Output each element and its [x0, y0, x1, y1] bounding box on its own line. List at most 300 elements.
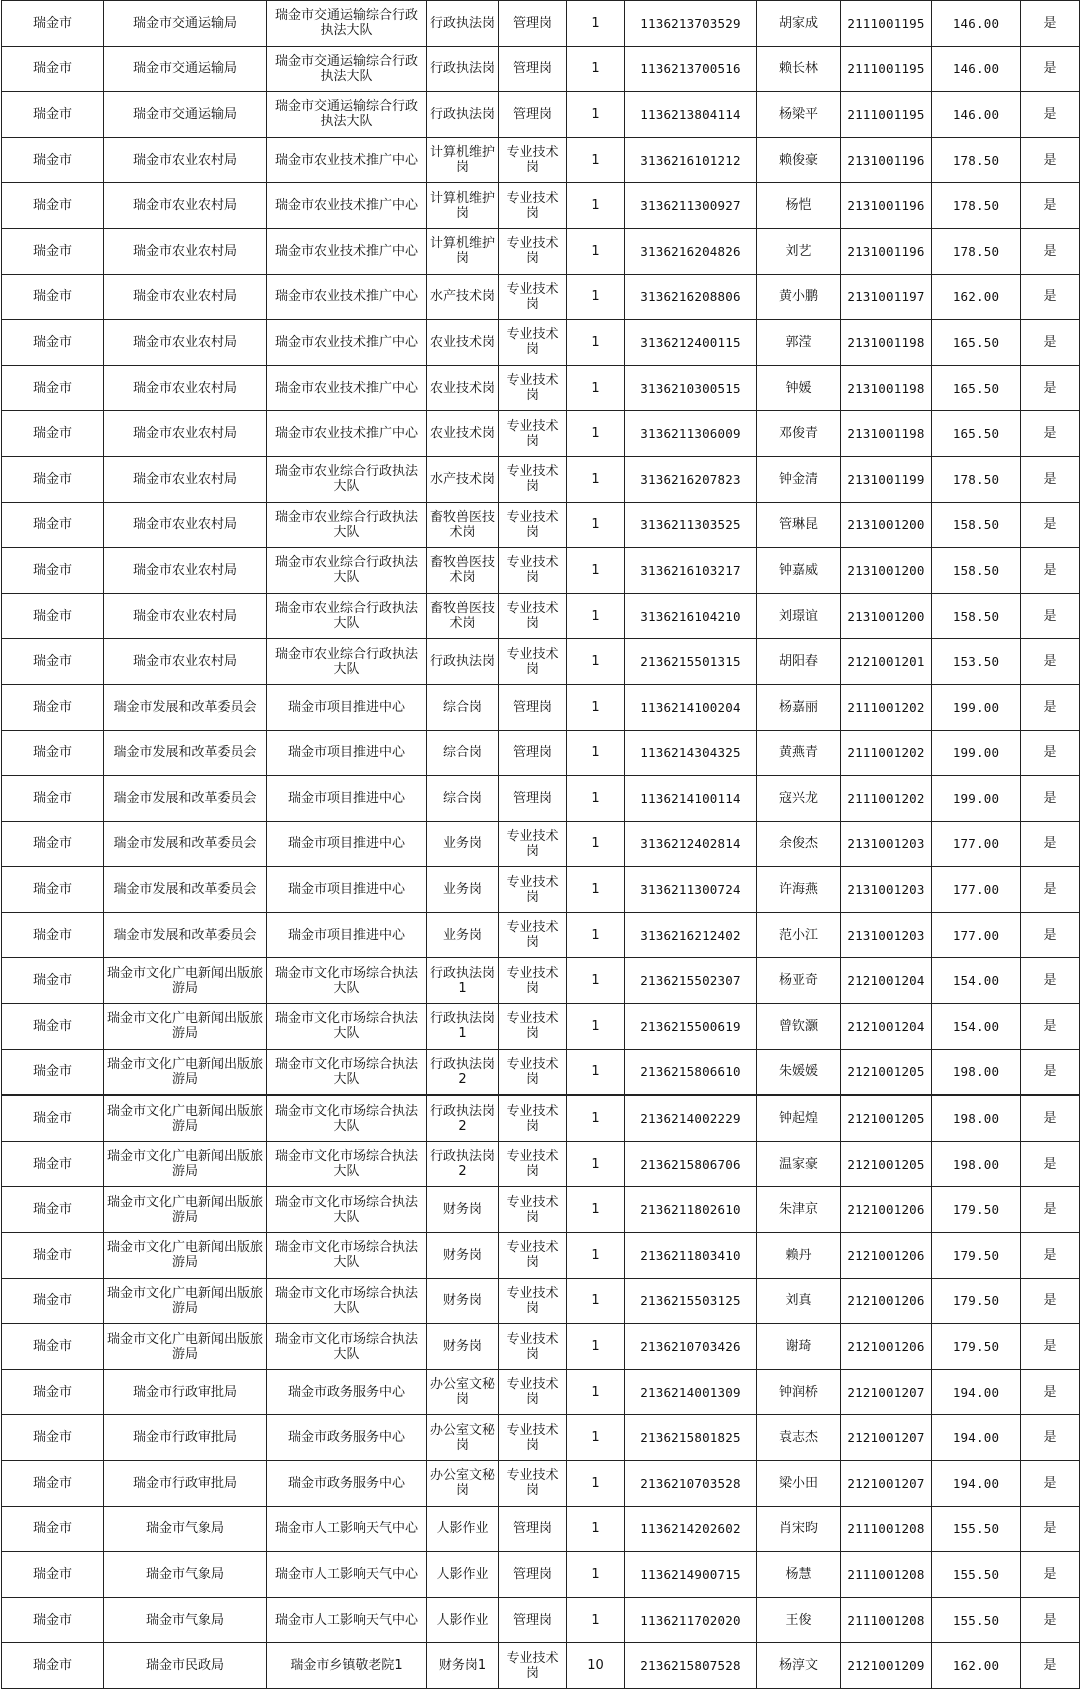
position-type-cell: 专业技术岗 — [499, 1461, 567, 1507]
exam-id-cell: 1136213703529 — [625, 1, 757, 47]
position-type-cell: 专业技术岗 — [499, 1324, 567, 1370]
unit-cell: 瑞金市文化市场综合执法大队 — [267, 1233, 427, 1279]
quota-cell: 10 — [567, 1643, 625, 1689]
position-type-cell: 专业技术岗 — [499, 1141, 567, 1187]
department-cell: 瑞金市气象局 — [104, 1506, 267, 1552]
region-cell: 瑞金市 — [2, 1049, 104, 1095]
position-code-cell: 2121001205 — [841, 1141, 932, 1187]
score-cell: 155.50 — [932, 1506, 1021, 1552]
name-cell: 曾钦灏 — [757, 1004, 841, 1050]
unit-cell: 瑞金市文化市场综合执法大队 — [267, 1004, 427, 1050]
exam-id-cell: 3136211300724 — [625, 867, 757, 913]
name-cell: 黄燕青 — [757, 730, 841, 776]
position-code-cell: 2121001206 — [841, 1187, 932, 1233]
unit-cell: 瑞金市文化市场综合执法大队 — [267, 1095, 427, 1141]
position-code-cell: 2131001200 — [841, 593, 932, 639]
position-cell: 办公室文秘岗 — [427, 1415, 499, 1461]
department-cell: 瑞金市文化广电新闻出版旅游局 — [104, 1095, 267, 1141]
region-cell: 瑞金市 — [2, 1506, 104, 1552]
position-cell: 农业技术岗 — [427, 320, 499, 366]
score-cell: 155.50 — [932, 1597, 1021, 1643]
table-row — [2, 365, 1080, 411]
name-cell: 刘真 — [757, 1278, 841, 1324]
region-cell: 瑞金市 — [2, 365, 104, 411]
table-row — [2, 958, 1080, 1004]
department-cell: 瑞金市文化广电新闻出版旅游局 — [104, 1004, 267, 1050]
position-code-cell: 2111001195 — [841, 46, 932, 92]
table-row — [2, 502, 1080, 548]
score-cell: 146.00 — [932, 46, 1021, 92]
unit-cell: 瑞金市交通运输综合行政执法大队 — [267, 46, 427, 92]
position-type-cell: 专业技术岗 — [499, 1233, 567, 1279]
department-cell: 瑞金市文化广电新闻出版旅游局 — [104, 1141, 267, 1187]
region-cell: 瑞金市 — [2, 1643, 104, 1689]
region-cell: 瑞金市 — [2, 456, 104, 502]
position-cell: 畜牧兽医技术岗 — [427, 548, 499, 594]
quota-cell: 1 — [567, 821, 625, 867]
exam-id-cell: 2136215501315 — [625, 639, 757, 685]
score-cell: 162.00 — [932, 274, 1021, 320]
name-cell: 温家豪 — [757, 1141, 841, 1187]
position-type-cell: 管理岗 — [499, 46, 567, 92]
position-cell: 行政执法岗 — [427, 46, 499, 92]
quota-cell: 1 — [567, 548, 625, 594]
interview-flag-cell: 是 — [1021, 92, 1080, 138]
exam-id-cell: 3136216207823 — [625, 456, 757, 502]
region-cell: 瑞金市 — [2, 228, 104, 274]
unit-cell: 瑞金市交通运输综合行政执法大队 — [267, 1, 427, 47]
position-type-cell: 专业技术岗 — [499, 1095, 567, 1141]
interview-flag-cell: 是 — [1021, 411, 1080, 457]
position-code-cell: 2131001197 — [841, 274, 932, 320]
interview-flag-cell: 是 — [1021, 639, 1080, 685]
exam-id-cell: 1136214202602 — [625, 1506, 757, 1552]
name-cell: 钟嘉威 — [757, 548, 841, 594]
exam-id-cell: 3136216204826 — [625, 228, 757, 274]
position-cell: 行政执法岗1 — [427, 1004, 499, 1050]
score-cell: 158.50 — [932, 502, 1021, 548]
name-cell: 胡家成 — [757, 1, 841, 47]
position-cell: 业务岗 — [427, 867, 499, 913]
unit-cell: 瑞金市农业综合行政执法大队 — [267, 502, 427, 548]
table-row — [2, 274, 1080, 320]
unit-cell: 瑞金市农业技术推广中心 — [267, 183, 427, 229]
region-cell: 瑞金市 — [2, 821, 104, 867]
position-type-cell: 专业技术岗 — [499, 912, 567, 958]
interview-flag-cell: 是 — [1021, 1506, 1080, 1552]
exam-id-cell: 1136213804114 — [625, 92, 757, 138]
unit-cell: 瑞金市农业综合行政执法大队 — [267, 593, 427, 639]
position-cell: 农业技术岗 — [427, 411, 499, 457]
quota-cell: 1 — [567, 1141, 625, 1187]
position-type-cell: 管理岗 — [499, 1506, 567, 1552]
position-cell: 水产技术岗 — [427, 274, 499, 320]
table-row — [2, 593, 1080, 639]
position-cell: 行政执法岗2 — [427, 1049, 499, 1095]
position-cell: 计算机维护岗 — [427, 183, 499, 229]
position-cell: 水产技术岗 — [427, 456, 499, 502]
table-row — [2, 411, 1080, 457]
interview-flag-cell: 是 — [1021, 912, 1080, 958]
position-code-cell: 2131001196 — [841, 228, 932, 274]
exam-id-cell: 1136214100114 — [625, 776, 757, 822]
position-code-cell: 2111001195 — [841, 92, 932, 138]
position-cell: 业务岗 — [427, 912, 499, 958]
interview-flag-cell: 是 — [1021, 365, 1080, 411]
name-cell: 郭滢 — [757, 320, 841, 366]
table-row — [2, 1552, 1080, 1598]
unit-cell: 瑞金市项目推进中心 — [267, 912, 427, 958]
quota-cell: 1 — [567, 1369, 625, 1415]
name-cell: 杨亚奇 — [757, 958, 841, 1004]
position-code-cell: 2131001198 — [841, 320, 932, 366]
position-type-cell: 管理岗 — [499, 92, 567, 138]
department-cell: 瑞金市农业农村局 — [104, 365, 267, 411]
position-type-cell: 专业技术岗 — [499, 502, 567, 548]
position-code-cell: 2131001196 — [841, 183, 932, 229]
interview-flag-cell: 是 — [1021, 1278, 1080, 1324]
position-cell: 人影作业 — [427, 1597, 499, 1643]
unit-cell: 瑞金市农业综合行政执法大队 — [267, 456, 427, 502]
department-cell: 瑞金市交通运输局 — [104, 46, 267, 92]
position-type-cell: 专业技术岗 — [499, 365, 567, 411]
department-cell: 瑞金市发展和改革委员会 — [104, 821, 267, 867]
position-cell: 行政执法岗 — [427, 1, 499, 47]
department-cell: 瑞金市文化广电新闻出版旅游局 — [104, 958, 267, 1004]
position-cell: 畜牧兽医技术岗 — [427, 502, 499, 548]
quota-cell: 1 — [567, 1324, 625, 1370]
interview-flag-cell: 是 — [1021, 1187, 1080, 1233]
table-row — [2, 1415, 1080, 1461]
region-cell: 瑞金市 — [2, 1, 104, 47]
position-cell: 计算机维护岗 — [427, 228, 499, 274]
quota-cell: 1 — [567, 92, 625, 138]
position-cell: 畜牧兽医技术岗 — [427, 593, 499, 639]
table-row — [2, 730, 1080, 776]
table-row — [2, 821, 1080, 867]
quota-cell: 1 — [567, 411, 625, 457]
position-cell: 行政执法岗 — [427, 92, 499, 138]
table-row — [2, 912, 1080, 958]
table-row — [2, 639, 1080, 685]
unit-cell: 瑞金市文化市场综合执法大队 — [267, 1141, 427, 1187]
exam-id-cell: 3136216208806 — [625, 274, 757, 320]
table-row — [2, 1233, 1080, 1279]
quota-cell: 1 — [567, 958, 625, 1004]
position-type-cell: 管理岗 — [499, 1552, 567, 1598]
region-cell: 瑞金市 — [2, 639, 104, 685]
table-row — [2, 867, 1080, 913]
score-cell: 146.00 — [932, 92, 1021, 138]
position-code-cell: 2131001198 — [841, 411, 932, 457]
interview-flag-cell: 是 — [1021, 1461, 1080, 1507]
interview-flag-cell: 是 — [1021, 821, 1080, 867]
department-cell: 瑞金市气象局 — [104, 1597, 267, 1643]
region-cell: 瑞金市 — [2, 867, 104, 913]
unit-cell: 瑞金市农业技术推广中心 — [267, 411, 427, 457]
region-cell: 瑞金市 — [2, 1187, 104, 1233]
interview-flag-cell: 是 — [1021, 776, 1080, 822]
position-code-cell: 2111001208 — [841, 1506, 932, 1552]
department-cell: 瑞金市农业农村局 — [104, 593, 267, 639]
interview-flag-cell: 是 — [1021, 1552, 1080, 1598]
region-cell: 瑞金市 — [2, 912, 104, 958]
table-row — [2, 1506, 1080, 1552]
unit-cell: 瑞金市政务服务中心 — [267, 1461, 427, 1507]
exam-id-cell: 2136215806706 — [625, 1141, 757, 1187]
position-type-cell: 专业技术岗 — [499, 137, 567, 183]
position-code-cell: 2121001206 — [841, 1233, 932, 1279]
quota-cell: 1 — [567, 320, 625, 366]
position-type-cell: 专业技术岗 — [499, 1369, 567, 1415]
table-row — [2, 684, 1080, 730]
exam-id-cell: 1136214100204 — [625, 684, 757, 730]
exam-id-cell: 3136210300515 — [625, 365, 757, 411]
region-cell: 瑞金市 — [2, 92, 104, 138]
name-cell: 管琳昆 — [757, 502, 841, 548]
position-cell: 办公室文秘岗 — [427, 1369, 499, 1415]
position-code-cell: 2121001204 — [841, 1004, 932, 1050]
position-code-cell: 2121001205 — [841, 1095, 932, 1141]
department-cell: 瑞金市农业农村局 — [104, 548, 267, 594]
department-cell: 瑞金市农业农村局 — [104, 137, 267, 183]
unit-cell: 瑞金市人工影响天气中心 — [267, 1552, 427, 1598]
department-cell: 瑞金市行政审批局 — [104, 1369, 267, 1415]
unit-cell: 瑞金市文化市场综合执法大队 — [267, 1324, 427, 1370]
table-row — [2, 776, 1080, 822]
score-cell: 178.50 — [932, 456, 1021, 502]
name-cell: 赖长林 — [757, 46, 841, 92]
region-cell: 瑞金市 — [2, 1004, 104, 1050]
score-cell: 165.50 — [932, 411, 1021, 457]
position-type-cell: 专业技术岗 — [499, 1415, 567, 1461]
quota-cell: 1 — [567, 1597, 625, 1643]
name-cell: 肖宋昀 — [757, 1506, 841, 1552]
position-cell: 财务岗 — [427, 1233, 499, 1279]
quota-cell: 1 — [567, 1095, 625, 1141]
candidate-table — [1, 0, 1080, 1689]
position-type-cell: 专业技术岗 — [499, 320, 567, 366]
position-cell: 综合岗 — [427, 730, 499, 776]
interview-flag-cell: 是 — [1021, 1415, 1080, 1461]
unit-cell: 瑞金市项目推进中心 — [267, 867, 427, 913]
score-cell: 154.00 — [932, 958, 1021, 1004]
name-cell: 范小江 — [757, 912, 841, 958]
quota-cell: 1 — [567, 46, 625, 92]
table-row — [2, 1004, 1080, 1050]
table-row — [2, 46, 1080, 92]
exam-id-cell: 3136216101212 — [625, 137, 757, 183]
name-cell: 刘艺 — [757, 228, 841, 274]
exam-id-cell: 3136212400115 — [625, 320, 757, 366]
position-cell: 综合岗 — [427, 776, 499, 822]
exam-id-cell: 3136216212402 — [625, 912, 757, 958]
region-cell: 瑞金市 — [2, 411, 104, 457]
interview-flag-cell: 是 — [1021, 456, 1080, 502]
quota-cell: 1 — [567, 776, 625, 822]
exam-id-cell: 2136215500619 — [625, 1004, 757, 1050]
score-cell: 154.00 — [932, 1004, 1021, 1050]
score-cell: 199.00 — [932, 730, 1021, 776]
position-cell: 业务岗 — [427, 821, 499, 867]
table-row — [2, 1141, 1080, 1187]
exam-id-cell: 2136214002229 — [625, 1095, 757, 1141]
position-code-cell: 2121001204 — [841, 958, 932, 1004]
quota-cell: 1 — [567, 867, 625, 913]
interview-flag-cell: 是 — [1021, 684, 1080, 730]
name-cell: 朱津京 — [757, 1187, 841, 1233]
exam-id-cell: 2136210703426 — [625, 1324, 757, 1370]
unit-cell: 瑞金市农业综合行政执法大队 — [267, 639, 427, 685]
unit-cell: 瑞金市项目推进中心 — [267, 684, 427, 730]
name-cell: 黄小鹏 — [757, 274, 841, 320]
position-code-cell: 2111001195 — [841, 1, 932, 47]
score-cell: 177.00 — [932, 867, 1021, 913]
position-type-cell: 管理岗 — [499, 684, 567, 730]
position-type-cell: 专业技术岗 — [499, 639, 567, 685]
name-cell: 胡阳春 — [757, 639, 841, 685]
position-code-cell: 2121001207 — [841, 1461, 932, 1507]
quota-cell: 1 — [567, 1552, 625, 1598]
score-cell: 198.00 — [932, 1095, 1021, 1141]
position-cell: 综合岗 — [427, 684, 499, 730]
department-cell: 瑞金市农业农村局 — [104, 228, 267, 274]
region-cell: 瑞金市 — [2, 274, 104, 320]
exam-id-cell: 3136216103217 — [625, 548, 757, 594]
region-cell: 瑞金市 — [2, 776, 104, 822]
position-code-cell: 2131001198 — [841, 365, 932, 411]
department-cell: 瑞金市农业农村局 — [104, 183, 267, 229]
name-cell: 赖丹 — [757, 1233, 841, 1279]
score-cell: 199.00 — [932, 776, 1021, 822]
score-cell: 198.00 — [932, 1141, 1021, 1187]
exam-id-cell: 1136211702020 — [625, 1597, 757, 1643]
position-type-cell: 专业技术岗 — [499, 456, 567, 502]
interview-flag-cell: 是 — [1021, 320, 1080, 366]
quota-cell: 1 — [567, 1415, 625, 1461]
name-cell: 梁小田 — [757, 1461, 841, 1507]
score-cell: 158.50 — [932, 548, 1021, 594]
interview-flag-cell: 是 — [1021, 867, 1080, 913]
table-row — [2, 183, 1080, 229]
interview-flag-cell: 是 — [1021, 274, 1080, 320]
department-cell: 瑞金市发展和改革委员会 — [104, 776, 267, 822]
position-code-cell: 2131001200 — [841, 502, 932, 548]
score-cell: 194.00 — [932, 1415, 1021, 1461]
position-type-cell: 专业技术岗 — [499, 1049, 567, 1095]
unit-cell: 瑞金市政务服务中心 — [267, 1369, 427, 1415]
name-cell: 钟起煌 — [757, 1095, 841, 1141]
interview-flag-cell: 是 — [1021, 593, 1080, 639]
table-row — [2, 1095, 1080, 1141]
score-cell: 199.00 — [932, 684, 1021, 730]
quota-cell: 1 — [567, 1, 625, 47]
position-code-cell: 2121001201 — [841, 639, 932, 685]
interview-flag-cell: 是 — [1021, 548, 1080, 594]
region-cell: 瑞金市 — [2, 958, 104, 1004]
quota-cell: 1 — [567, 502, 625, 548]
exam-id-cell: 2136215806610 — [625, 1049, 757, 1095]
position-type-cell: 专业技术岗 — [499, 1643, 567, 1689]
score-cell: 165.50 — [932, 365, 1021, 411]
score-cell: 198.00 — [932, 1049, 1021, 1095]
region-cell: 瑞金市 — [2, 1324, 104, 1370]
department-cell: 瑞金市文化广电新闻出版旅游局 — [104, 1187, 267, 1233]
region-cell: 瑞金市 — [2, 548, 104, 594]
position-cell: 财务岗1 — [427, 1643, 499, 1689]
quota-cell: 1 — [567, 593, 625, 639]
position-code-cell: 2121001207 — [841, 1415, 932, 1461]
score-cell: 178.50 — [932, 137, 1021, 183]
position-cell: 人影作业 — [427, 1506, 499, 1552]
position-code-cell: 2111001202 — [841, 776, 932, 822]
interview-flag-cell: 是 — [1021, 1643, 1080, 1689]
score-cell: 165.50 — [932, 320, 1021, 366]
position-cell: 人影作业 — [427, 1552, 499, 1598]
position-type-cell: 管理岗 — [499, 730, 567, 776]
interview-flag-cell: 是 — [1021, 730, 1080, 776]
region-cell: 瑞金市 — [2, 1233, 104, 1279]
name-cell: 杨淳文 — [757, 1643, 841, 1689]
score-cell: 194.00 — [932, 1461, 1021, 1507]
unit-cell: 瑞金市农业技术推广中心 — [267, 274, 427, 320]
unit-cell: 瑞金市政务服务中心 — [267, 1415, 427, 1461]
exam-id-cell: 2136215502307 — [625, 958, 757, 1004]
interview-flag-cell: 是 — [1021, 958, 1080, 1004]
score-cell: 178.50 — [932, 228, 1021, 274]
quota-cell: 1 — [567, 1049, 625, 1095]
department-cell: 瑞金市农业农村局 — [104, 274, 267, 320]
quota-cell: 1 — [567, 183, 625, 229]
position-code-cell: 2131001199 — [841, 456, 932, 502]
region-cell: 瑞金市 — [2, 46, 104, 92]
table-row — [2, 1324, 1080, 1370]
score-cell: 179.50 — [932, 1233, 1021, 1279]
table-row — [2, 1369, 1080, 1415]
position-type-cell: 管理岗 — [499, 776, 567, 822]
table-row — [2, 1187, 1080, 1233]
name-cell: 余俊杰 — [757, 821, 841, 867]
department-cell: 瑞金市农业农村局 — [104, 320, 267, 366]
exam-id-cell: 2136215801825 — [625, 1415, 757, 1461]
exam-id-cell: 2136215807528 — [625, 1643, 757, 1689]
department-cell: 瑞金市发展和改革委员会 — [104, 912, 267, 958]
position-type-cell: 专业技术岗 — [499, 1278, 567, 1324]
score-cell: 177.00 — [932, 821, 1021, 867]
position-type-cell: 专业技术岗 — [499, 1004, 567, 1050]
exam-id-cell: 3136216104210 — [625, 593, 757, 639]
score-cell: 158.50 — [932, 593, 1021, 639]
name-cell: 钟媛 — [757, 365, 841, 411]
department-cell: 瑞金市文化广电新闻出版旅游局 — [104, 1278, 267, 1324]
position-cell: 行政执法岗2 — [427, 1141, 499, 1187]
unit-cell: 瑞金市农业技术推广中心 — [267, 228, 427, 274]
name-cell: 杨慧 — [757, 1552, 841, 1598]
unit-cell: 瑞金市农业技术推广中心 — [267, 137, 427, 183]
name-cell: 许海燕 — [757, 867, 841, 913]
table-row — [2, 1049, 1080, 1095]
position-code-cell: 2131001200 — [841, 548, 932, 594]
table-row — [2, 1643, 1080, 1689]
department-cell: 瑞金市农业农村局 — [104, 502, 267, 548]
table-row — [2, 1278, 1080, 1324]
position-type-cell: 专业技术岗 — [499, 228, 567, 274]
score-cell: 194.00 — [932, 1369, 1021, 1415]
department-cell: 瑞金市发展和改革委员会 — [104, 684, 267, 730]
interview-flag-cell: 是 — [1021, 137, 1080, 183]
exam-id-cell: 1136214304325 — [625, 730, 757, 776]
interview-flag-cell: 是 — [1021, 502, 1080, 548]
